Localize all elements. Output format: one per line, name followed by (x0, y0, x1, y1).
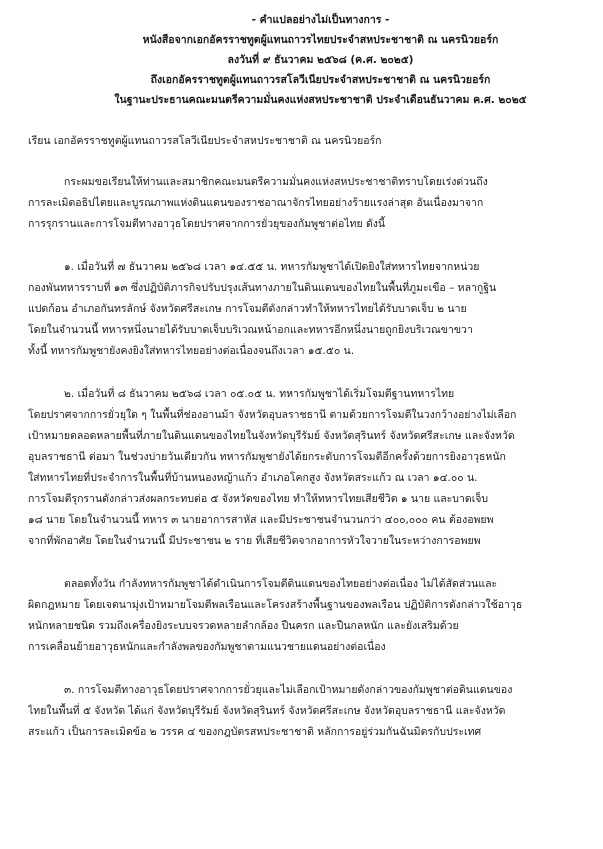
paragraph-line: ตลอดทั้งวัน กำลังทหารกัมพูชาได้ดำเนินการโจมตีดินแดนของไทยอย่างต่อเนื่อง ไม่ได้สัดส่วนและ (64, 578, 498, 590)
paragraph-item-1 (28, 257, 575, 362)
paragraph-line: ไทยในพื้นที่ ๕ จังหวัด ได้แก่ จังหวัดบุรีรัมย์ จังหวัดสุรินทร์ จังหวัดศรีสะเกษ จังหวัดอุบลราชธานี และจังหวัด (28, 705, 506, 717)
paragraph-continuation (28, 574, 575, 658)
paragraph-line: การรุกรานและการโจมตีทางอาวุธโดยปราศจากการยั่วยุของกัมพูชาต่อไทย ดังนี้ (28, 218, 386, 230)
paragraph-line: การเคลื่อนย้ายอาวุธหนักและกำลังพลของกัมพูชาตามแนวชายแดนอย่างต่อเนื่อง (28, 641, 386, 653)
paragraph-line: โดยในจำนวนนี้ ทหารหนึ่งนายได้รับบาดเจ็บบริเวณหน้าอกและทหารอีกหนึ่งนายถูกยิงบริเวณขาขวา (28, 324, 473, 336)
salutation: เรียน เอกอัครราชทูตผู้แทนถาวรสโลวีเนียประจำสหประชาชาติ ณ นครนิวยอร์ก (28, 135, 382, 147)
paragraph-item-2 (28, 384, 575, 552)
paragraph-line: กระผมขอเรียนให้ท่านและสมาชิกคณะมนตรีความมั่นคงแห่งสหประชาชาติทราบโดยเร่งด่วนถึง (64, 176, 488, 188)
paragraph-line: หนักหลายชนิด รวมถึงเครื่องยิงระบบจรวดหลายลำกล้อง ปืนครก และปืนกลหนัก และยังเสริมด้วย (28, 620, 459, 632)
header-addressee: ถึงเอกอัครราชทูตผู้แทนถาวรสโลวีเนียประจำสหประชาชาติ ณ นครนิวยอร์ก (150, 74, 491, 86)
paragraph-line: ๑. เมื่อวันที่ ๗ ธันวาคม ๒๕๖๘ เวลา ๑๔.๕๕ น. ทหารกัมพูชาได้เปิดยิงใส่ทหารไทยจากหน่วย (64, 261, 480, 273)
header-capacity: ในฐานะประธานคณะมนตรีความมั่นคงแห่งสหประชาชาติ ประจำเดือนธันวาคม ค.ศ. ๒๐๒๕ (114, 94, 527, 106)
paragraph-line: ผิดกฎหมาย โดยเจตนามุ่งเป้าหมายโจมตีพลเรือนและโครงสร้างพื้นฐานของพลเรือน ปฏิบัติการดังกล่าวใช้อาวุธ (28, 599, 523, 611)
paragraph-line: อุบลราชธานี ต่อมา ในช่วงบ่ายวันเดียวกัน ทหารกัมพูชายังได้ยกระดับการโจมตีอีกครั้งด้วยการยิงอาวุธหนัก (28, 451, 506, 463)
header-unofficial-translation: - คำแปลอย่างไม่เป็นทางการ - (251, 14, 390, 26)
paragraph-item-3 (28, 680, 575, 743)
paragraph-line: ๑๘ นาย โดยในจำนวนนี้ ทหาร ๓ นายอาการสาหัส และมีประชาชนจำนวนกว่า ๔๐๐,๐๐๐ คน ต้องอพยพ (28, 514, 494, 526)
paragraph-line: แปดก้อน อำเภอกันทรลักษ์ จังหวัดศรีสะเกษ การโจมตีดังกล่าวทำให้ทหารไทยได้รับบาดเจ็บ ๒ นาย (28, 303, 467, 315)
document-header (66, 10, 575, 110)
paragraph-line: การโจมตีรุกรานดังกล่าวส่งผลกระทบต่อ ๕ จังหวัดของไทย ทำให้ทหารไทยเสียชีวิต ๑ นาย และบาดเจ็บ (28, 493, 489, 505)
paragraph-line: จากที่พักอาศัย โดยในจำนวนนี้ มีประชาชน ๒ ราย ที่เสียชีวิตจากอาการหัวใจวายในระหว่างการอพยพ (28, 535, 481, 547)
paragraph-line: ทั้งนี้ ทหารกัมพูชายังคงยิงใส่ทหารไทยอย่างต่อเนื่องจนถึงเวลา ๑๕.๕๐ น. (28, 345, 355, 357)
paragraph-line: โดยปราศจากการยั่วยุใด ๆ ในพื้นที่ช่องอานม้า จังหวัดอุบลราชธานี ตามด้วยการโจมตีในวงกว้างอย่างไม่เลือก (28, 409, 517, 421)
paragraph-line: เป้าหมายตลอดหลายพื้นที่ภายในดินแดนของไทยในจังหวัดบุรีรัมย์ จังหวัดสุรินทร์ จังหวัดศรีสะเกษ และจังหวัด (28, 430, 515, 442)
paragraph-line: สระแก้ว เป็นการละเมิดข้อ ๒ วรรค ๔ ของกฎบัตรสหประชาชาติ หลักการอยู่ร่วมกันฉันมิตรกับประเทศ (28, 726, 482, 738)
header-letter-from: หนังสือจากเอกอัครราชทูตผู้แทนถาวรไทยประจำสหประชาชาติ ณ นครนิวยอร์ก (142, 34, 499, 46)
paragraph-intro (28, 172, 575, 235)
paragraph-line: ๒. เมื่อวันที่ ๘ ธันวาคม ๒๕๖๘ เวลา ๐๕.๐๕ น. ทหารกัมพูชาได้เริ่มโจมตีฐานทหารไทย (64, 388, 455, 400)
header-date: ลงวันที่ ๙ ธันวาคม ๒๕๖๘ (ค.ศ. ๒๐๒๕) (227, 54, 414, 66)
paragraph-line: การละเมิดอธิปไตยและบูรณภาพแห่งดินแดนของราชอาณาจักรไทยอย่างร้ายแรงล่าสุด อันเนื่องมาจาก (28, 197, 484, 209)
paragraph-line: ๓. การโจมตีทางอาวุธโดยปราศจากการยั่วยุและไม่เลือกเป้าหมายดังกล่าวของกัมพูชาต่อดินแดนของ (64, 684, 513, 696)
paragraph-line: ใส่ทหารไทยที่ประจำการในพื้นที่บ้านหนองหญ้าแก้ว อำเภอโคกสูง จังหวัดสระแก้ว ณ เวลา ๑๔.๐๐ น. (28, 472, 478, 484)
paragraph-line: กองพันทหารราบที่ ๑๓ ซึ่งปฏิบัติภารกิจปรับปรุงเส้นทางภายในดินแดนของไทยในพื้นที่ภูมะเขือ – หลากูฐิน (28, 282, 497, 294)
